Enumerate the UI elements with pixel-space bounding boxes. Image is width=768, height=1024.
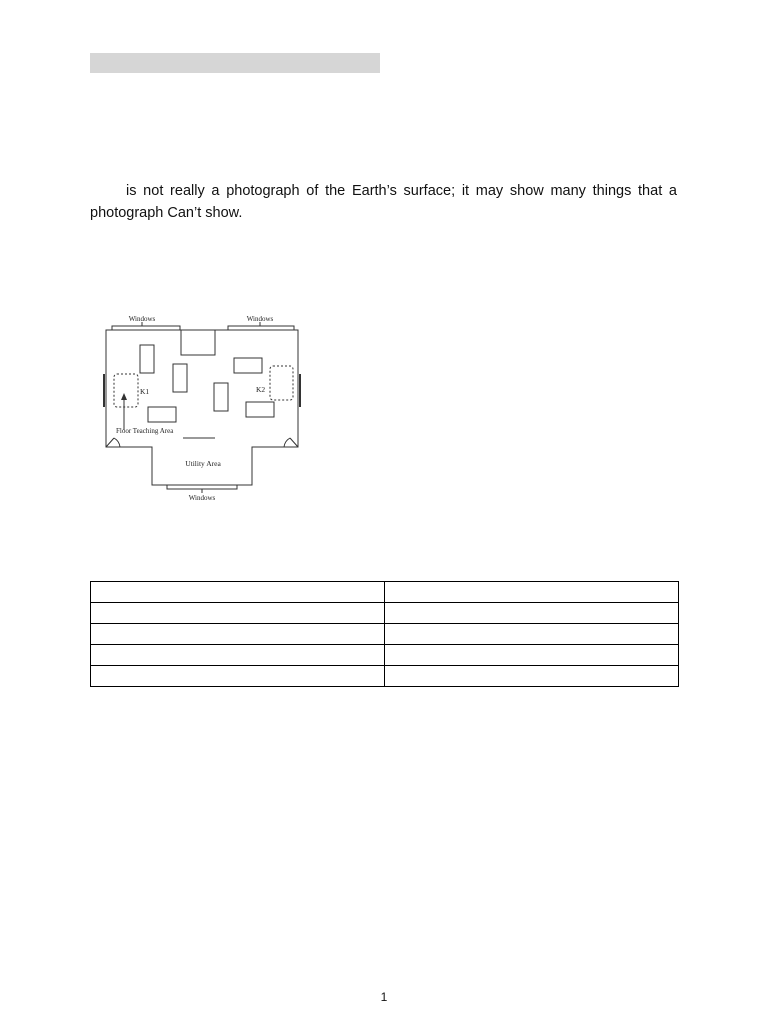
k2-label: K2 — [256, 385, 266, 394]
table-rect — [234, 358, 262, 373]
table-rect — [140, 345, 154, 373]
table-cell — [385, 666, 679, 687]
window-bracket-top-left — [112, 326, 180, 330]
table-rect — [173, 364, 187, 392]
windows-label-bottom: Windows — [188, 494, 216, 502]
top-alcove — [181, 330, 215, 355]
heading-placeholder-bar — [90, 53, 380, 73]
k1-area — [114, 374, 138, 407]
arrow-head-icon — [121, 393, 127, 400]
table-rect — [246, 402, 274, 417]
body-paragraph: is not really a photograph of the Earth’s surface; it may show many things that a photograph Can’t show. — [90, 183, 677, 221]
k1-label: K1 — [140, 387, 150, 396]
table-cell — [91, 666, 385, 687]
page-number: 1 — [380, 990, 388, 1004]
k2-area — [270, 366, 293, 400]
windows-label-top-left: Windows — [128, 315, 156, 323]
table-row — [91, 645, 679, 666]
table-row — [91, 624, 679, 645]
table-cell — [91, 603, 385, 624]
table-row — [91, 603, 679, 624]
table-cell — [385, 582, 679, 603]
floor-teaching-area-label: Floor Teaching Area — [116, 427, 174, 435]
table-row — [91, 666, 679, 687]
table-cell — [385, 645, 679, 666]
door-swing-left — [106, 438, 120, 447]
table-cell — [385, 603, 679, 624]
table-cell — [91, 582, 385, 603]
table-cell — [91, 624, 385, 645]
windows-label-top-right: Windows — [246, 315, 274, 323]
table-cell — [385, 624, 679, 645]
table-cell — [91, 645, 385, 666]
window-bracket-top-right — [228, 326, 294, 330]
table-rect — [148, 407, 176, 422]
table-row — [91, 582, 679, 603]
utility-area-label: Utility Area — [185, 459, 221, 468]
door-swing-right — [284, 438, 298, 447]
blank-table — [90, 581, 679, 687]
table-rect — [214, 383, 228, 411]
window-bracket-bottom — [167, 485, 237, 489]
classroom-floor-plan — [100, 312, 310, 508]
